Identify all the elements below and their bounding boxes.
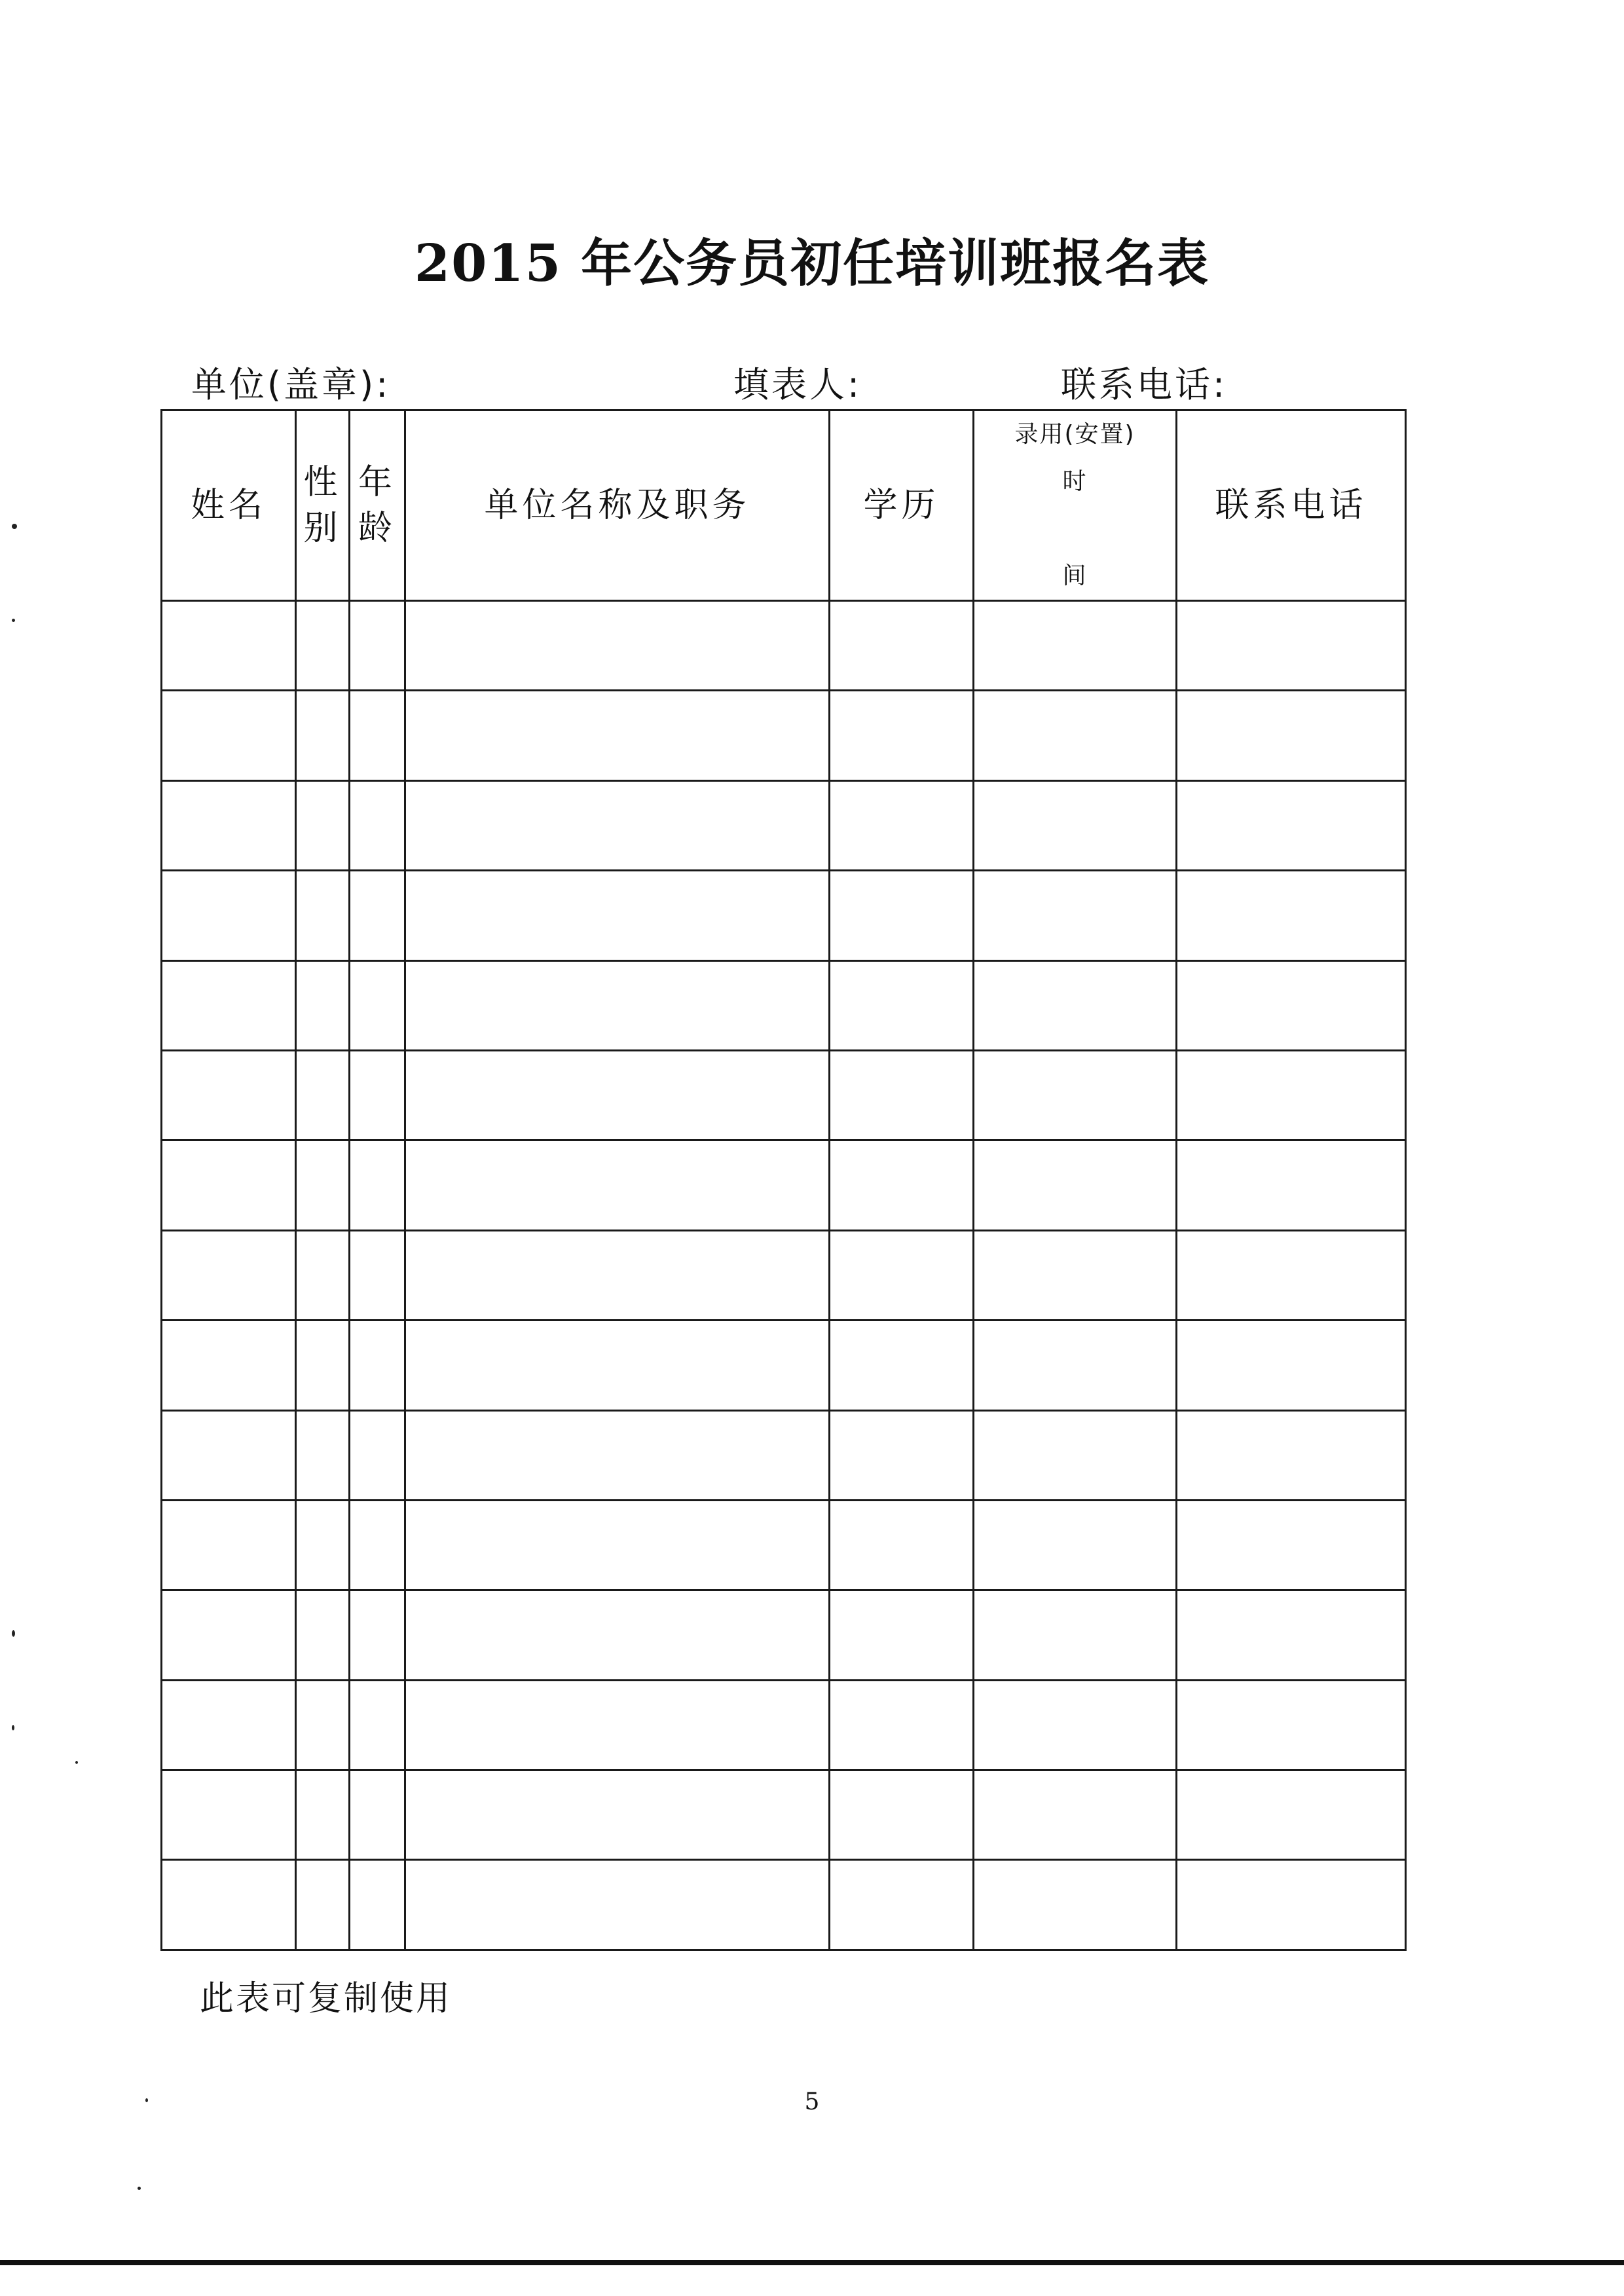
header-unit-position: 单位名称及职务 (405, 410, 830, 601)
table-cell[interactable] (830, 1230, 974, 1320)
table-cell[interactable] (405, 1410, 830, 1500)
table-cell[interactable] (296, 871, 350, 960)
table-cell[interactable] (974, 871, 1177, 960)
table-cell[interactable] (1177, 1321, 1406, 1410)
unit-stamp-label: 单位(盖章): (191, 364, 391, 405)
table-row (162, 1050, 1406, 1140)
page-number: 5 (804, 2088, 820, 2115)
table-cell[interactable] (162, 691, 296, 780)
table-cell[interactable] (405, 780, 830, 870)
table-cell[interactable] (1177, 1410, 1406, 1500)
table-cell[interactable] (350, 1410, 405, 1500)
table-cell[interactable] (830, 960, 974, 1050)
table-cell[interactable] (1177, 960, 1406, 1050)
scan-speck (138, 2187, 141, 2190)
table-cell[interactable] (162, 960, 296, 1050)
table-row (162, 1680, 1406, 1770)
header-name: 姓名 (162, 410, 296, 601)
table-cell[interactable] (296, 1410, 350, 1500)
table-cell[interactable] (162, 1050, 296, 1140)
table-cell[interactable] (162, 1321, 296, 1410)
table-cell[interactable] (162, 1860, 296, 1950)
header-gender-line1: 性 (303, 462, 342, 502)
registration-table (160, 409, 1407, 1951)
table-cell[interactable] (296, 1321, 350, 1410)
table-cell[interactable] (1177, 601, 1406, 691)
header-hire-line2-a: 时 (1062, 468, 1088, 495)
table-cell[interactable] (296, 780, 350, 870)
table-header-row (162, 410, 1406, 601)
table-cell[interactable] (350, 1230, 405, 1320)
table-cell[interactable] (1177, 1590, 1406, 1680)
table-cell[interactable] (830, 601, 974, 691)
table-row (162, 780, 1406, 870)
table-cell[interactable] (830, 1590, 974, 1680)
table-cell[interactable] (830, 1050, 974, 1140)
table-cell[interactable] (405, 1140, 830, 1230)
table-cell[interactable] (974, 1590, 1177, 1680)
table-cell[interactable] (830, 1770, 974, 1860)
table-row (162, 1321, 1406, 1410)
table-cell[interactable] (296, 1680, 350, 1770)
table-cell[interactable] (296, 1050, 350, 1140)
table-cell[interactable] (974, 1321, 1177, 1410)
table-row (162, 1770, 1406, 1860)
table-cell[interactable] (162, 1410, 296, 1500)
header-age-line1: 年 (358, 462, 396, 502)
table-cell[interactable] (162, 780, 296, 870)
header-contact-phone: 联系电话 (1177, 410, 1406, 601)
table-cell[interactable] (350, 601, 405, 691)
table-cell[interactable] (405, 1050, 830, 1140)
table-cell[interactable] (974, 780, 1177, 870)
table-row (162, 1230, 1406, 1320)
header-hire-line2-b: 间 (1062, 562, 1088, 589)
table-cell[interactable] (405, 691, 830, 780)
table-cell[interactable] (974, 601, 1177, 691)
table-cell[interactable] (405, 1500, 830, 1590)
table-cell[interactable] (350, 871, 405, 960)
header-gender-line2: 别 (303, 509, 342, 548)
table-cell[interactable] (830, 1500, 974, 1590)
table-cell[interactable] (1177, 691, 1406, 780)
table-cell[interactable] (162, 1140, 296, 1230)
header-hire-line1: 录用(安置) (1014, 421, 1135, 448)
table-cell[interactable] (830, 1680, 974, 1770)
table-cell[interactable] (296, 601, 350, 691)
table-cell[interactable] (350, 691, 405, 780)
table-cell[interactable] (830, 1860, 974, 1950)
table-cell[interactable] (1177, 1230, 1406, 1320)
table-row (162, 1860, 1406, 1950)
table-cell[interactable] (974, 1770, 1177, 1860)
table-row (162, 1590, 1406, 1680)
table-cell[interactable] (974, 1230, 1177, 1320)
table-cell[interactable] (974, 1410, 1177, 1500)
table-cell[interactable] (296, 1500, 350, 1590)
form-filler-label: 填表人: (733, 364, 862, 405)
table-cell[interactable] (162, 1770, 296, 1860)
table-cell[interactable] (350, 960, 405, 1050)
table-cell[interactable] (1177, 780, 1406, 870)
scan-speck (12, 1725, 14, 1730)
table-cell[interactable] (1177, 871, 1406, 960)
header-gender (296, 410, 350, 601)
header-hire-line2 (974, 458, 1175, 600)
table-cell[interactable] (296, 1230, 350, 1320)
table-row (162, 1140, 1406, 1230)
table-row (162, 691, 1406, 780)
table-row (162, 601, 1406, 691)
table-row (162, 960, 1406, 1050)
footnote: 此表可复制使用 (200, 1979, 452, 2018)
table-cell[interactable] (296, 691, 350, 780)
table-cell[interactable] (162, 1500, 296, 1590)
contact-phone-label: 联系电话: (1061, 364, 1228, 405)
header-education: 学历 (830, 410, 974, 601)
table-cell[interactable] (350, 1680, 405, 1770)
table-cell[interactable] (405, 1590, 830, 1680)
table-cell[interactable] (350, 1590, 405, 1680)
scan-speck (145, 2098, 148, 2102)
table-cell[interactable] (350, 780, 405, 870)
table-cell[interactable] (405, 1230, 830, 1320)
table-cell[interactable] (350, 1500, 405, 1590)
table-cell[interactable] (974, 691, 1177, 780)
table-cell[interactable] (974, 1140, 1177, 1230)
table-row (162, 1500, 1406, 1590)
table-cell[interactable] (296, 960, 350, 1050)
header-hire-time (974, 410, 1177, 601)
table-row (162, 871, 1406, 960)
table-cell[interactable] (830, 1410, 974, 1500)
scan-speck (12, 524, 17, 529)
table-cell[interactable] (162, 871, 296, 960)
bottom-rule (0, 2260, 1624, 2265)
table-cell[interactable] (1177, 1140, 1406, 1230)
table-cell[interactable] (830, 871, 974, 960)
table-cell[interactable] (830, 1140, 974, 1230)
table-cell[interactable] (974, 960, 1177, 1050)
table-cell[interactable] (162, 1230, 296, 1320)
table-body (162, 601, 1406, 1950)
table-cell[interactable] (405, 871, 830, 960)
table-cell[interactable] (296, 1770, 350, 1860)
table-cell[interactable] (405, 1321, 830, 1410)
table-cell[interactable] (405, 1680, 830, 1770)
table-cell[interactable] (296, 1590, 350, 1680)
table-cell[interactable] (830, 691, 974, 780)
table-cell[interactable] (1177, 1050, 1406, 1140)
page-title: 2015 年公务员初任培训班报名表 (414, 234, 1210, 293)
table-cell[interactable] (296, 1860, 350, 1950)
table-cell[interactable] (405, 601, 830, 691)
table-cell[interactable] (974, 1860, 1177, 1950)
scan-speck (75, 1761, 78, 1764)
table-cell[interactable] (350, 1140, 405, 1230)
table-cell[interactable] (830, 1321, 974, 1410)
table-cell[interactable] (350, 1770, 405, 1860)
table-cell[interactable] (974, 1050, 1177, 1140)
table-cell[interactable] (162, 1590, 296, 1680)
table-cell[interactable] (162, 601, 296, 691)
table-cell[interactable] (350, 1321, 405, 1410)
table-cell[interactable] (405, 1770, 830, 1860)
scan-speck (12, 1630, 15, 1637)
table-cell[interactable] (162, 1680, 296, 1770)
table-cell[interactable] (1177, 1770, 1406, 1860)
table-cell[interactable] (1177, 1680, 1406, 1770)
header-age-line2: 龄 (358, 509, 396, 548)
table-cell[interactable] (350, 1050, 405, 1140)
table-cell[interactable] (350, 1860, 405, 1950)
table-cell[interactable] (296, 1140, 350, 1230)
table-cell[interactable] (1177, 1500, 1406, 1590)
table-cell[interactable] (830, 780, 974, 870)
table-cell[interactable] (974, 1680, 1177, 1770)
table-cell[interactable] (405, 1860, 830, 1950)
scan-speck (12, 619, 15, 622)
table-cell[interactable] (1177, 1860, 1406, 1950)
table-cell[interactable] (974, 1500, 1177, 1590)
table-row (162, 1410, 1406, 1500)
header-age (350, 410, 405, 601)
table-cell[interactable] (405, 960, 830, 1050)
